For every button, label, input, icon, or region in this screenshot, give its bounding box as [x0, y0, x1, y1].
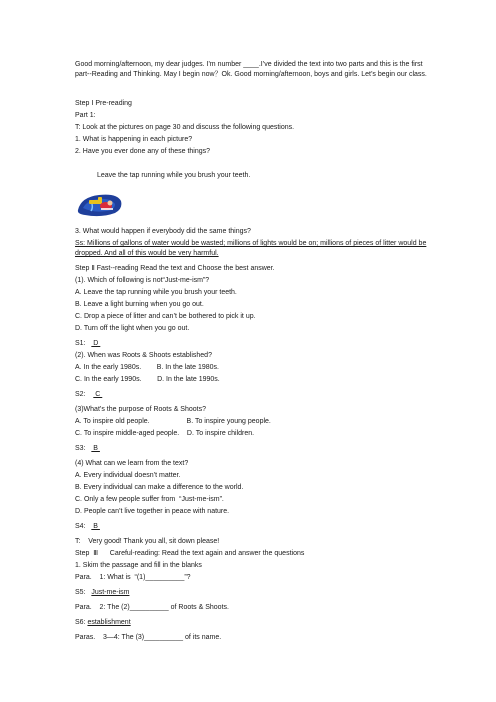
mcq-3-question: (3)What’s the purpose of Roots & Shoots? — [75, 406, 206, 413]
question-3: 3. What would happen if everybody did the same things? — [75, 228, 251, 235]
mcq-4-option-c: C. Only a few people suffer from “Just-me-ism”. — [75, 496, 224, 503]
tap-running-illustration — [75, 191, 125, 217]
answer-label: S4: — [75, 523, 92, 530]
mcq-1-answer-row — [75, 339, 427, 349]
mcq-3-options-cd: C. To inspire middle-aged people. D. To inspire children. — [75, 430, 255, 437]
s6-answer-row — [75, 618, 427, 628]
answer-value: establishment — [87, 619, 131, 626]
s5-answer-row — [75, 588, 427, 598]
mcq-1-option-b: B. Leave a light burning when you go out. — [75, 301, 204, 308]
mcq-3-options-ab: A. To inspire old people. B. To inspire young people. — [75, 418, 271, 425]
answer-label: S3: — [75, 445, 92, 452]
teacher-thanks: T: Very good! Thank you all, sit down please! — [75, 538, 220, 545]
skim-instruction: 1. Skim the passage and fill in the blanks — [75, 562, 202, 569]
question-2: 2. Have you ever done any of these things? — [75, 148, 211, 155]
mcq-1-option-d: D. Turn off the light when you go out. — [75, 325, 190, 332]
mcq-1-option-c: C. Drop a piece of litter and can’t be bothered to pick it up. — [75, 313, 256, 320]
mcq-4-answer-row — [75, 522, 427, 532]
mcq-2-answer-row — [75, 390, 427, 400]
answer-value: D — [91, 340, 101, 347]
teacher-question: T: Look at the pictures on page 30 and discuss the following questions. — [75, 124, 295, 131]
mcq-2-options-cd: C. In the early 1990s. D. In the late 1990s. — [75, 376, 220, 383]
answer-value: C — [93, 391, 103, 398]
answer-value: Just-me-ism — [91, 589, 130, 596]
answer-label: S2: — [75, 391, 94, 398]
para-2-prompt: Para. 2: The (2)__________ of Roots & Shoots. — [75, 604, 229, 611]
answer-label: S6: — [75, 619, 88, 626]
para-3-4-prompt: Paras. 3—4: The (3)__________ of its name. — [75, 634, 222, 641]
part-1-label: Part 1: — [75, 112, 96, 119]
mcq-4-option-d: D. People can’t live together in peace with nature. — [75, 508, 230, 515]
step-3-heading: Step Ⅲ Careful-reading: Read the text again and answer the questions — [75, 550, 305, 557]
intro-paragraph: Good morning/afternoon, my dear judges. I'm number ____.I’ve divided the text into two parts and this is the first part--Reading and Thinking. May I begin now？Ok. Good morning/afternoon, boys and girls. Let’s begin our class. — [75, 61, 427, 78]
para-1-prompt: Para. 1: What is “(1)__________”? — [75, 574, 191, 581]
tap-illustration-graphic — [75, 191, 125, 217]
step-1-heading: Step Ⅰ Pre-reading — [75, 100, 132, 107]
step-2-heading: Step Ⅱ Fast--reading Read the text and Choose the best answer. — [75, 265, 275, 272]
mcq-4-question: (4) What can we learn from the text? — [75, 460, 189, 467]
answer-label: S1: — [75, 340, 92, 347]
answer-value: B — [91, 445, 100, 452]
mcq-1-option-a: A. Leave the tap running while you brush your teeth. — [75, 289, 237, 296]
picture-caption: Leave the tap running while you brush your teeth. — [97, 172, 251, 179]
mcq-3-answer-row — [75, 444, 427, 454]
students-answer: Ss: Millions of gallons of water would be wasted; millions of lights would be on; millions of pieces of litter would be dropped. And all of this would be very harmful. — [75, 240, 427, 257]
answer-label: S5: — [75, 589, 92, 596]
answer-value: B — [91, 523, 100, 530]
mcq-1-question: (1). Which of following is not“Just-me-ism”? — [75, 277, 210, 284]
mcq-2-question: (2). When was Roots & Shoots established? — [75, 352, 212, 359]
question-1: 1. What is happening in each picture? — [75, 136, 193, 143]
mcq-2-options-ab: A. In the early 1980s. B. In the late 1980s. — [75, 364, 219, 371]
mcq-4-option-a: A. Every individual doesn’t matter. — [75, 472, 181, 479]
mcq-4-option-b: B. Every individual can make a difference to the world. — [75, 484, 244, 491]
